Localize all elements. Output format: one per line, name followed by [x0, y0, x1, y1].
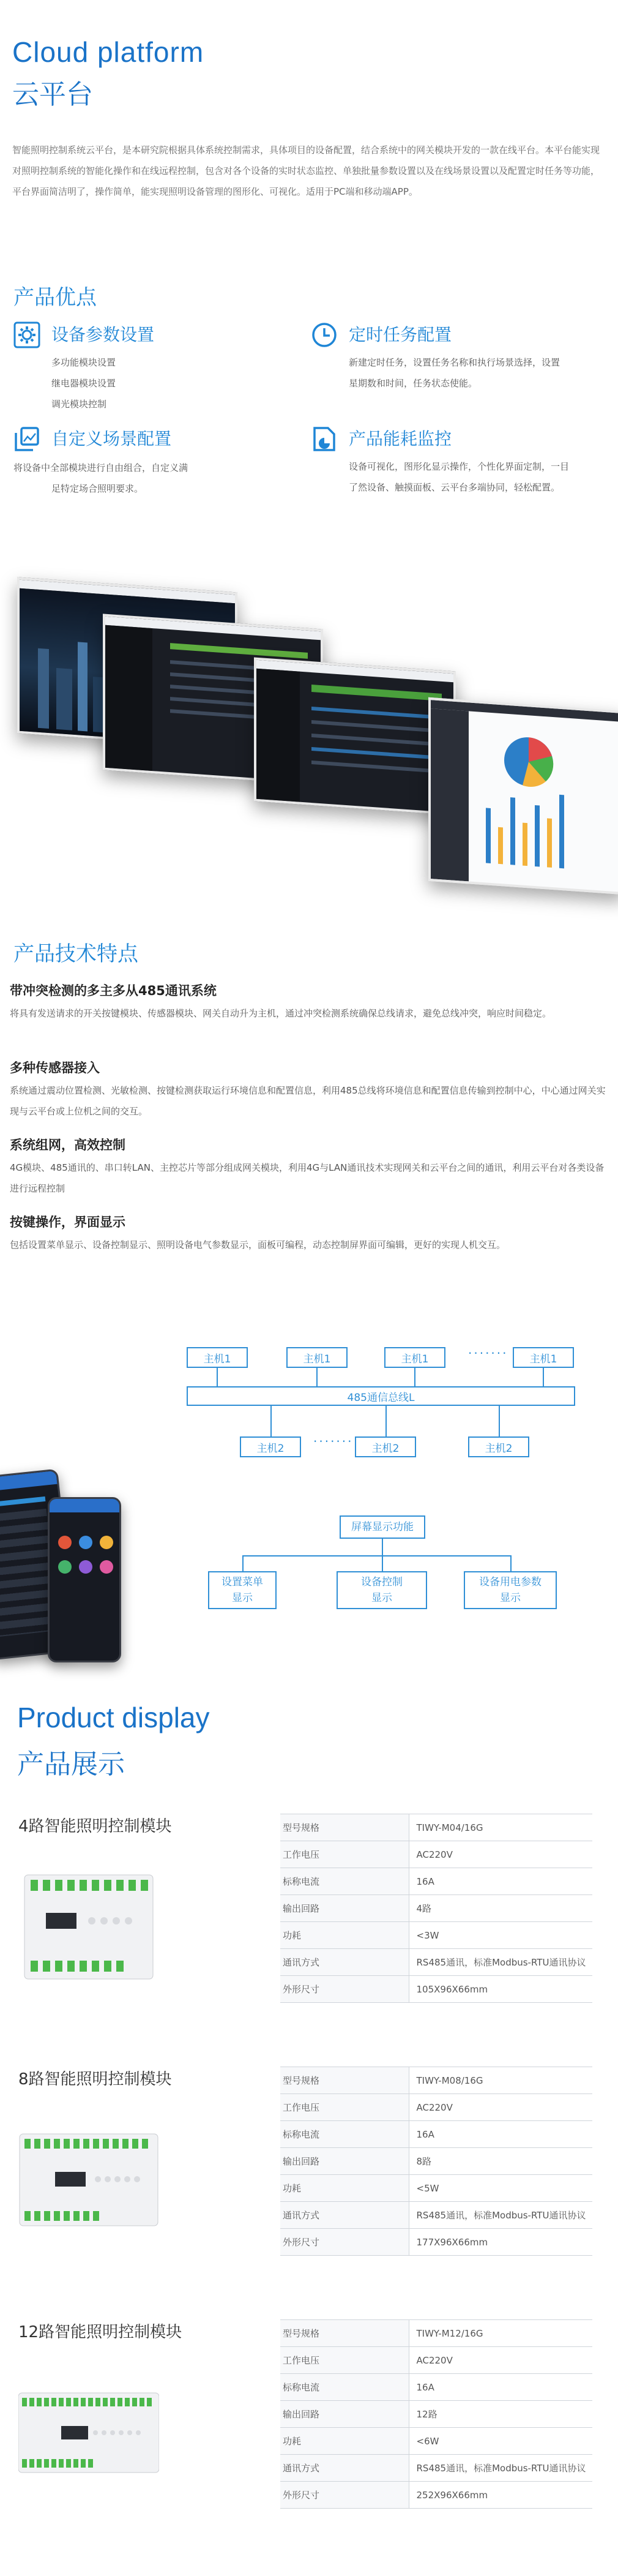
- spec-key: 标称电流: [280, 1868, 409, 1895]
- tech-body: 系统通过震动位置检测、光敏检测、按键检测获取运行环境信息和配置信息，利用485总线将环境信息和配置信息传输到控制中心，中心通过网关实现与云平台或上位机之间的交互。: [10, 1085, 606, 1117]
- pie-chart-icon: [498, 729, 559, 795]
- spec-value: <5W: [409, 2175, 592, 2202]
- spec-value: 4路: [409, 1895, 592, 1922]
- spec-value: RS485通讯，标准Modbus-RTU通讯协议: [409, 1949, 592, 1976]
- spec-value: AC220V: [409, 2347, 592, 2374]
- tech-body: 将具有发送请求的开关按键模块、传感器模块、网关自动升为主机，通过冲突检测系统确保总线请求，避免总线冲突，响应时间稳定。: [10, 1008, 552, 1019]
- spec-key: 输出回路: [280, 2148, 409, 2175]
- master-node: 主机1: [384, 1347, 445, 1368]
- spec-row: [280, 2094, 592, 2121]
- feature-line: 调光模块控制: [51, 399, 107, 410]
- feature-body: [349, 352, 587, 394]
- control-module-image: [18, 2368, 159, 2497]
- tech-heading: 按键操作，界面显示: [10, 1215, 125, 1230]
- tech-body: 包括设置菜单显示、设备控制显示、照明设备电气参数显示，面板可编程，动态控制屏界面可编辑，更好的实现人机交互。: [10, 1239, 506, 1250]
- spec-row: [280, 2229, 592, 2256]
- feature-line: 足特定场合照明要求。: [51, 483, 144, 494]
- spec-value: AC220V: [409, 1841, 592, 1868]
- spec-value: 177X96X66mm: [409, 2229, 592, 2256]
- tech-block: [10, 1058, 606, 1122]
- spec-row: [280, 1895, 592, 1922]
- feature-scheduled-tasks: [311, 321, 580, 419]
- product-name: 8路智能照明控制模块: [18, 2070, 172, 2089]
- spec-key: 标称电流: [280, 2374, 409, 2401]
- feature-line: 设备可视化，图形化显示操作，个性化界面定制，一目: [349, 461, 570, 472]
- product-name: 12路智能照明控制模块: [18, 2323, 182, 2341]
- tech-heading: 系统组网，高效控制: [10, 1138, 125, 1152]
- slave-node: 主机2: [468, 1436, 529, 1457]
- feature-line: 多功能模块设置: [51, 357, 116, 368]
- spec-row: [280, 2067, 592, 2094]
- spec-row: [280, 2428, 592, 2455]
- spec-value: 252X96X66mm: [409, 2482, 592, 2509]
- feature-energy-monitoring: [311, 426, 580, 511]
- screen-function-control: 设备控制 显示: [337, 1571, 427, 1609]
- spec-key: 功耗: [280, 2175, 409, 2202]
- tech-title: 产品技术特点: [13, 942, 138, 966]
- spec-row: [280, 2175, 592, 2202]
- spec-key: 功耗: [280, 2428, 409, 2455]
- spec-value: 8路: [409, 2148, 592, 2175]
- product-name: 4路智能照明控制模块: [18, 1817, 172, 1836]
- slave-node: 主机2: [355, 1436, 416, 1457]
- spec-row: [280, 1814, 592, 1841]
- feature-title: 设备参数设置: [51, 325, 155, 345]
- products-title-en: Product display: [17, 1702, 210, 1733]
- advantages-title: 产品优点: [13, 285, 97, 310]
- screen-function-params: 设备用电参数 显示: [464, 1571, 557, 1609]
- screen-scene-config: [254, 657, 456, 815]
- hero-title-cn: 云平台: [12, 79, 93, 110]
- feature-title: 产品能耗监控: [349, 429, 452, 449]
- spec-value: TIWY-M04/16G: [409, 1814, 592, 1841]
- control-module-image: [18, 2116, 159, 2244]
- tech-block: [10, 981, 606, 1024]
- spec-key: 标称电流: [280, 2121, 409, 2148]
- tech-body: 4G模块、485通讯的、串口转LAN、主控芯片等部分组成网关模块，利用4G与LAN通讯技术实现网关和云平台之间的通讯，利用云平台对各类设备进行远程控制: [10, 1162, 605, 1194]
- spec-row: [280, 2148, 592, 2175]
- spec-row: [280, 1922, 592, 1949]
- spec-key: 外形尺寸: [280, 1976, 409, 2003]
- spec-key: 外形尺寸: [280, 2229, 409, 2256]
- spec-row: [280, 2455, 592, 2482]
- spec-value: AC220V: [409, 2094, 592, 2121]
- feature-title: 自定义场景配置: [51, 429, 172, 449]
- phone-screen: [48, 1497, 121, 1662]
- spec-value: <3W: [409, 1922, 592, 1949]
- spec-row: [280, 2482, 592, 2509]
- spec-key: 功耗: [280, 1922, 409, 1949]
- tech-heading: 带冲突检测的多主多从485通讯系统: [10, 983, 217, 998]
- feature-line: 将设备中全部模块进行自由组合，自定义满: [13, 462, 188, 473]
- feature-title: 定时任务配置: [349, 325, 452, 345]
- spec-row: [280, 2121, 592, 2148]
- spec-row: [280, 2202, 592, 2229]
- spec-key: 通讯方式: [280, 1949, 409, 1976]
- spec-key: 输出回路: [280, 1895, 409, 1922]
- products-title-cn: 产品展示: [17, 1749, 125, 1780]
- mobile-app-screens: [0, 1460, 128, 1681]
- spec-key: 工作电压: [280, 2347, 409, 2374]
- spec-value: 12路: [409, 2401, 592, 2428]
- spec-table: [280, 1814, 592, 2003]
- gear-icon: [13, 321, 40, 348]
- spec-key: 型号规格: [280, 2320, 409, 2347]
- intro-paragraph: 智能照明控制系统云平台，是本研究院根据具体系统控制需求，具体项目的设备配置，结合系统中的网关模块开发的一款在线平台。本平台能实现对照明控制系统的智能化操作和在线远程控制，包含对各个设备的实时状态监控、单独批量参数设置以及在线场景设置以及配置定时任务等功能，平台界面简洁明了，操作简单，能实现照明设备管理的图形化、可视化。适用于PC端和移动端APP。: [12, 145, 600, 197]
- ellipsis: ·······: [313, 1434, 354, 1449]
- spec-key: 工作电压: [280, 1841, 409, 1868]
- spec-value: RS485通讯，标准Modbus-RTU通讯协议: [409, 2455, 592, 2482]
- platform-screenshots: [0, 573, 618, 915]
- slave-node: 主机2: [240, 1436, 301, 1457]
- spec-row: [280, 2401, 592, 2428]
- feature-device-settings: [13, 321, 283, 419]
- feature-line: 继电器模块设置: [51, 378, 116, 389]
- master-node: 主机1: [513, 1347, 574, 1368]
- spec-key: 工作电压: [280, 2094, 409, 2121]
- spec-row: [280, 1868, 592, 1895]
- feature-line: 新建定时任务，设置任务名称和执行场景选择，设置: [349, 357, 560, 368]
- spec-row: [280, 2320, 592, 2347]
- spec-table: [280, 2067, 592, 2256]
- feature-body: [51, 352, 116, 415]
- spec-key: 通讯方式: [280, 2455, 409, 2482]
- feature-body: [349, 456, 594, 498]
- feature-body: [13, 457, 188, 499]
- spec-row: [280, 1841, 592, 1868]
- monitor-icon: [311, 426, 338, 452]
- feature-line: 了然设备、触摸面板、云平台多端协同，轻松配置。: [349, 482, 560, 493]
- spec-table: [280, 2319, 592, 2509]
- screen-energy-chart: [428, 697, 618, 895]
- spec-key: 输出回路: [280, 2401, 409, 2428]
- spec-key: 型号规格: [280, 2067, 409, 2094]
- control-module-image: [18, 1863, 159, 1991]
- tech-heading: 多种传感器接入: [10, 1061, 100, 1075]
- master-node: 主机1: [187, 1347, 248, 1368]
- screen-function-root: 屏幕显示功能: [340, 1515, 425, 1539]
- spec-value: 16A: [409, 1868, 592, 1895]
- screen-function-menu: 设置菜单 显示: [208, 1571, 277, 1609]
- ellipsis: ·······: [468, 1346, 508, 1361]
- product-card: [0, 2067, 618, 2324]
- feature-line: 星期数和时间，任务状态使能。: [349, 378, 478, 389]
- tech-block: [10, 1212, 606, 1255]
- spec-key: 通讯方式: [280, 2202, 409, 2229]
- spec-key: 外形尺寸: [280, 2482, 409, 2509]
- product-card: [0, 2319, 618, 2576]
- spec-row: [280, 1949, 592, 1976]
- product-card: [0, 1814, 618, 2071]
- spec-row: [280, 2347, 592, 2374]
- clock-icon: [311, 321, 338, 348]
- feature-custom-scenes: [13, 426, 283, 511]
- spec-value: 16A: [409, 2121, 592, 2148]
- spec-value: TIWY-M12/16G: [409, 2320, 592, 2347]
- spec-value: <6W: [409, 2428, 592, 2455]
- tech-block: [10, 1135, 606, 1199]
- scene-icon: [13, 426, 40, 452]
- spec-value: TIWY-M08/16G: [409, 2067, 592, 2094]
- spec-value: RS485通讯，标准Modbus-RTU通讯协议: [409, 2202, 592, 2229]
- hero-title-en: Cloud platform: [12, 36, 204, 68]
- spec-key: 型号规格: [280, 1814, 409, 1841]
- master-node: 主机1: [286, 1347, 348, 1368]
- spec-row: [280, 1976, 592, 2003]
- spec-row: [280, 2374, 592, 2401]
- rs485-bus: 485通信总线L: [187, 1386, 575, 1406]
- spec-value: 16A: [409, 2374, 592, 2401]
- spec-value: 105X96X66mm: [409, 1976, 592, 2003]
